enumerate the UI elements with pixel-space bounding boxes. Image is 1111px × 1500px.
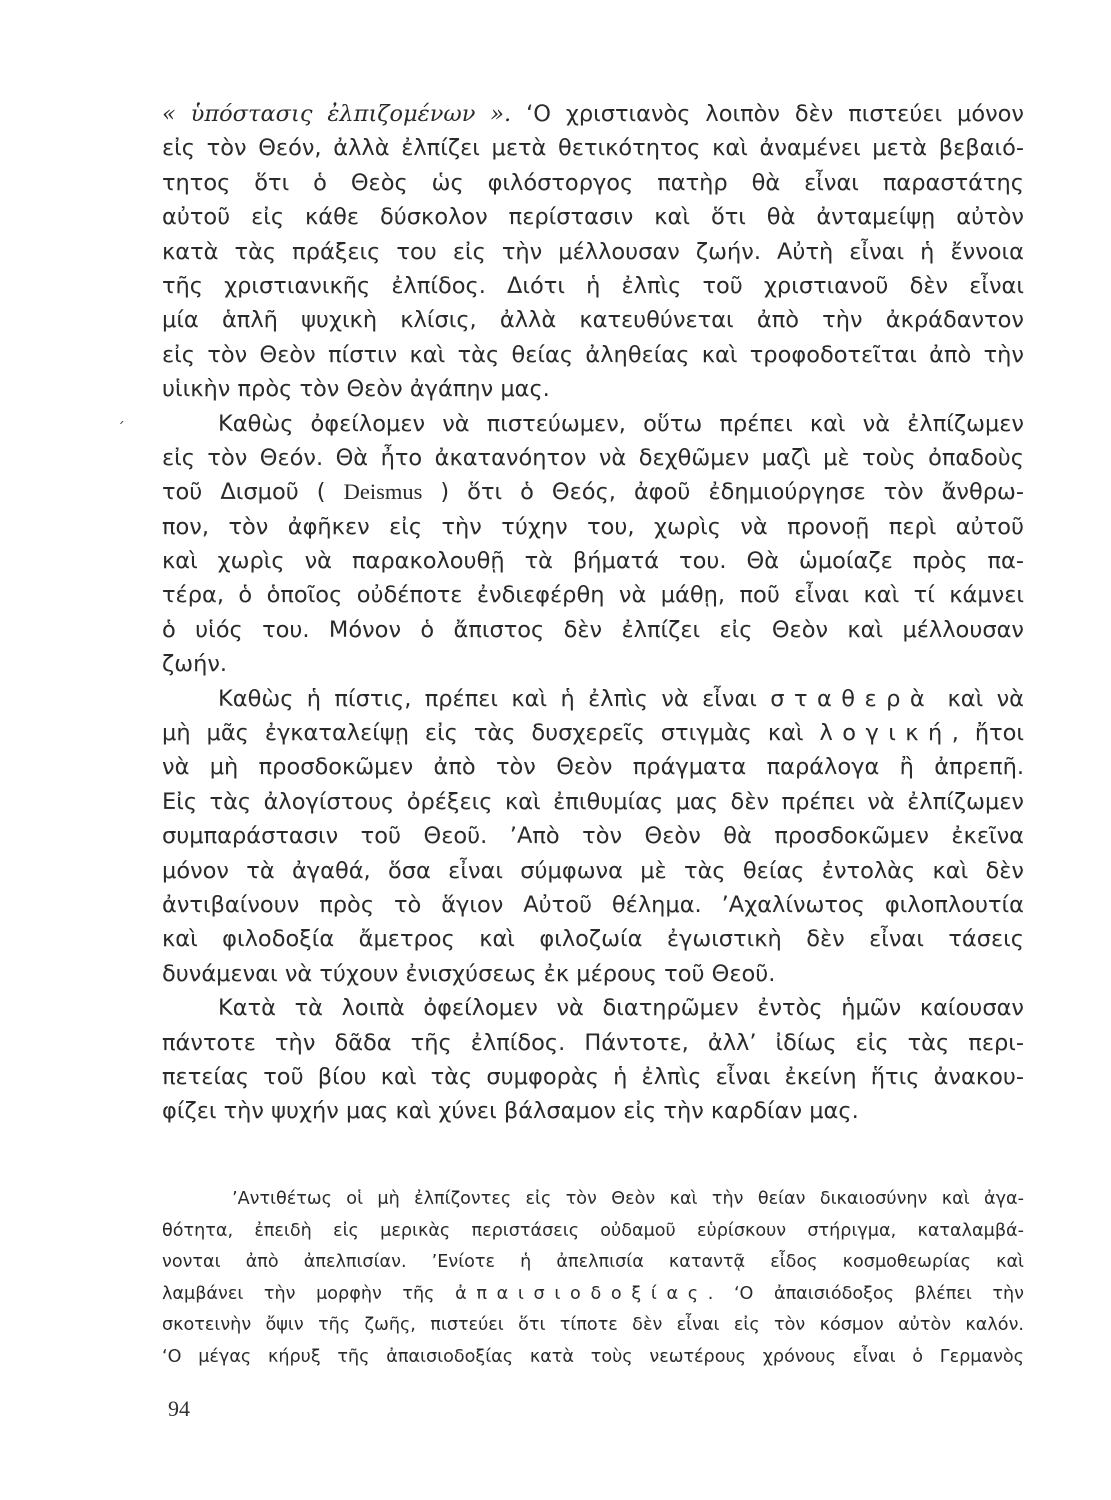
text-line: εἰς τὸν Θεόν. Θὰ ἦτο ἀκατανόητον νὰ δεχθῶμεν μαζὶ μὲ τοὺς ὀπαδοὺς (162, 444, 1024, 471)
text-line: πον, τὸν ἀφῆκεν εἰς τὴν τύχην του, χωρὶς νὰ προνοῇ περὶ αὐτοῦ (162, 513, 1024, 540)
main-text (162, 97, 1024, 1129)
footnote (162, 1184, 1024, 1374)
text-line: τῆς χριστιανικῆς ἐλπίδος. Διότι ἡ ἐλπὶς τοῦ χριστιανοῦ δὲν εἶναι (162, 272, 1024, 299)
emphasis-word: σταθερὰ (770, 685, 935, 712)
emphasis-word: λογική (819, 720, 952, 747)
text-line: νὰ μὴ προσδοκῶμεν ἀπὸ τὸν Θεὸν πράγματα παράλογα ἢ ἀπρεπῆ. (162, 754, 1024, 781)
text-line: εἰς τὸν Θεὸν πίστιν καὶ τὰς θείας ἀληθείας καὶ τροφοδοτεῖται ἀπὸ τὴν (162, 341, 1024, 368)
latin-term: Deismus (343, 479, 423, 505)
page-number: 94 (168, 1396, 190, 1421)
text-line: εἰς τὸν Θεόν, ἀλλὰ ἐλπίζει μετὰ θετικότητος καὶ ἀναμένει μετὰ βεβαιό- (162, 135, 1024, 162)
text-line: μία ἁπλῆ ψυχικὴ κλίσις, ἀλλὰ κατευθύνεται ἀπὸ τὴν ἀκράδαντον (162, 307, 1024, 334)
paragraph-start-line: Κατὰ τὰ λοιπὰ ὀφείλομεν νὰ διατηρῶμεν ἐντὸς ἡμῶν καίουσαν (218, 995, 1024, 1022)
text-line: Εἰς τὰς ἀλογίστους ὀρέξεις καὶ ἐπιθυμίας μας δὲν πρέπει νὰ ἐλπίζωμεν (162, 788, 1024, 815)
text-line: « ὑπόστασις ἐλπιζομένων ». ‘Ο χριστιανὸς λοιπὸν δὲν πιστεύει μόνον (162, 101, 1024, 127)
footnote-line: νονται ἀπὸ ἀπελπισίαν. ’Ενίοτε ἡ ἀπελπισία καταντᾷ εἶδος κοσμοθεωρίας καὶ (162, 1252, 1024, 1273)
margin-mark: ´ (117, 419, 125, 438)
text-line: πάντοτε τὴν δᾶδα τῆς ἐλπίδος. Πάντοτε, ἀλλ’ ἰδίως εἰς τὰς περι- (162, 1029, 1024, 1056)
paragraph-start-line: Καθὼς ὀφείλομεν νὰ πιστεύωμεν, οὕτω πρέπει καὶ νὰ ἐλπίζωμεν (218, 410, 1024, 437)
emphasis-word: ἀπαισιοδοξίας (455, 1283, 708, 1304)
text-line: τητος ὅτι ὁ Θεὸς ὡς φιλόστοργος πατὴρ θὰ εἶναι παραστάτης (162, 169, 1024, 196)
text-line: φίζει τὴν ψυχήν μας καὶ χύνει βάλσαμον εἰς τὴν καρδίαν μας. (162, 1098, 859, 1125)
text-line: αὐτοῦ εἰς κάθε δύσκολον περίστασιν καὶ ὅτι θὰ ἀνταμείψῃ αὐτὸν (162, 204, 1024, 231)
footnote-line: ’Αντιθέτως οἱ μὴ ἐλπίζοντες εἰς τὸν Θεὸν καὶ τὴν θείαν δικαιοσύνην καὶ ἀγα- (232, 1189, 1024, 1209)
footnote-line: λαμβάνει τὴν μορφὴν τῆς ἀπαισιοδοξίας. ‘Ο ἀπαισιόδοξος βλέπει τὴν (162, 1283, 1024, 1304)
paragraph-start-line: Καθὼς ἡ πίστις, πρέπει καὶ ἡ ἐλπὶς νὰ εἶναι σταθερὰ καὶ νὰ (218, 685, 1024, 712)
text-line: τοῦ Δισμοῦ ( Deismus ) ὅτι ὁ Θεός, ἀφοῦ ἐδημιούργησε τὸν ἄνθρω- (162, 479, 1024, 506)
text-line: καὶ χωρὶς νὰ παρακολουθῇ τὰ βήματά του. Θὰ ὡμοίαζε πρὸς πα- (162, 548, 1024, 575)
text-line: υἱικὴν πρὸς τὸν Θεὸν ἀγάπην μας. (162, 376, 550, 403)
text-line: καὶ φιλοδοξία ἄμετρος καὶ φιλοζωία ἐγωιστικὴ δὲν εἶναι τάσεις (162, 926, 1024, 953)
footnote-line: ‘Ο μέγας κήρυξ τῆς ἀπαισιοδοξίας κατὰ τοὺς νεωτέρους χρόνους εἶναι ὁ Γερμανὸς (162, 1346, 1024, 1367)
text-line: ἀντιβαίνουν πρὸς τὸ ἅγιον Αὐτοῦ θέλημα. ’Αχαλίνωτος φιλοπλουτία (162, 891, 1024, 918)
text-line: τέρα, ὁ ὁποῖος οὐδέποτε ἐνδιεφέρθη νὰ μάθῃ, ποῦ εἶναι καὶ τί κάμνει (162, 582, 1024, 609)
footnote-line: θότητα, ἐπειδὴ εἰς μερικὰς περιστάσεις οὐδαμοῦ εὑρίσκουν στήριγμα, καταλαμβά- (162, 1220, 1024, 1241)
text-line: πετείας τοῦ βίου καὶ τὰς συμφορὰς ἡ ἐλπὶς εἶναι ἐκείνη ἥτις ἀνακου- (162, 1063, 1024, 1090)
text-line: ζωήν. (162, 651, 228, 678)
text-line: μόνον τὰ ἀγαθά, ὅσα εἶναι σύμφωνα μὲ τὰς θείας ἐντολὰς καὶ δὲν (162, 857, 1024, 884)
footnote-line: σκοτεινὴν ὄψιν τῆς ζωῆς, πιστεύει ὅτι τίποτε δὲν εἶναι εἰς τὸν κόσμον αὐτὸν καλόν. (162, 1315, 1024, 1336)
text-line: συμπαράστασιν τοῦ Θεοῦ. ’Απὸ τὸν Θεὸν θὰ προσδοκῶμεν ἐκεῖνα (162, 823, 1024, 850)
text-line: κατὰ τὰς πράξεις του εἰς τὴν μέλλουσαν ζωήν. Αὐτὴ εἶναι ἡ ἔννοια (162, 238, 1024, 265)
text-line: μὴ μᾶς ἐγκαταλείψῃ εἰς τὰς δυσχερεῖς στιγμὰς καὶ λογική, ἤτοι (162, 720, 1025, 747)
text-line: ὁ υἱός του. Μόνον ὁ ἄπιστος δὲν ἐλπίζει εἰς Θεὸν καὶ μέλλουσαν (162, 616, 1024, 643)
text-line: δυνάμεναι νὰ τύχουν ἐνισχύσεως ἐκ μέρους τοῦ Θεοῦ. (162, 960, 776, 987)
